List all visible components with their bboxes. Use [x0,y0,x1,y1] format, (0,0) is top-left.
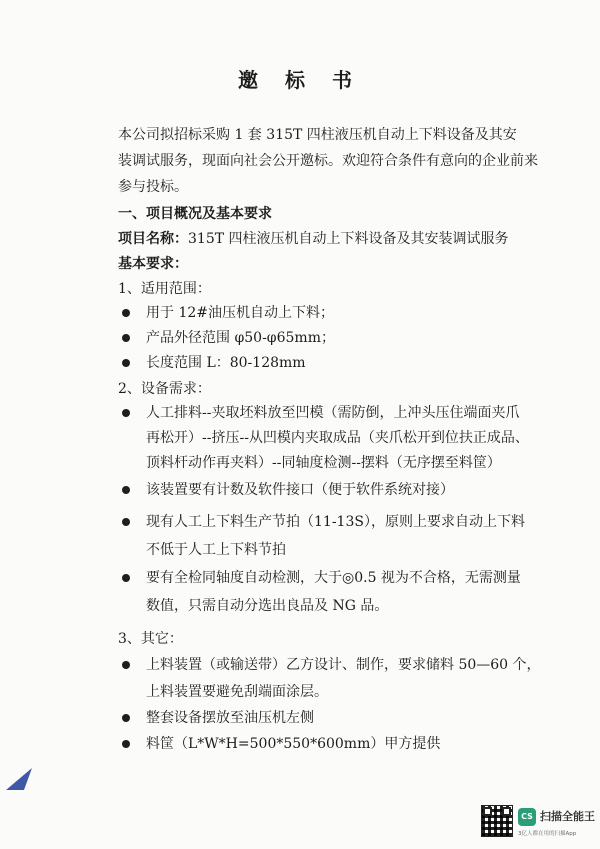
intro-line-3: 参与投标。 [118,179,188,195]
scanner-brand-name: 扫描全能王 [540,810,595,823]
equipment-item-1-line-2: 再松开）--挤压--从凹模内夹取成品（夹爪松开到位扶正成品、 [146,430,529,446]
qr-code-icon [481,805,513,837]
equipment-heading: 2、设备需求： [118,381,211,397]
project-name-line [118,230,509,248]
project-name-value: 315T 四柱液压机自动上下料设备及其安装调试服务 [188,231,509,247]
intro-line-1: 本公司拟招标采购 1 套 315T 四柱液压机自动上下料设备及其安 [118,127,517,143]
other-item-1-line-2: 上料装置要避免刮端面涂层。 [146,684,328,700]
bullet-icon [122,661,130,669]
equipment-item-1-line-3: 顶料杆动作再夹料）--同轴度检测--摆料（无序摆至料筐） [146,455,501,471]
intro-line-2: 装调试服务，现面向社会公开邀标。欢迎符合条件有意向的企业前来 [118,153,538,169]
bullet-icon [122,714,130,722]
bullet-icon [122,486,130,494]
basic-requirements-label: 基本要求： [118,256,188,272]
bullet-icon [122,309,130,317]
equipment-item-4-line-1: 要有全检同轴度自动检测，大于◎0.5 视为不合格，无需测量 [146,570,521,586]
other-heading: 3、其它： [118,631,183,647]
other-item-1-line-1: 上料装置（或输送带）乙方设计、制作，要求储料 50—60 个， [146,657,541,673]
other-item-2: 整套设备摆放至油压机左侧 [146,710,314,726]
scope-heading: 1、适用范围： [118,281,211,297]
scan-edge-mark [6,768,32,790]
document-title: 邀 标 书 [238,68,362,92]
scope-item-1: 用于 12#油压机自动上下料； [146,305,334,321]
bullet-icon [122,334,130,342]
section-heading-overview: 一、项目概况及基本要求 [118,206,272,222]
equipment-item-3-line-1: 现有人工上下料生产节拍（11-13S），原则上要求自动上下料 [146,514,525,530]
equipment-item-1-line-1: 人工排料--夹取坯料放至凹模（需防倒，上冲头压住端面夹爪 [146,405,520,421]
bullet-icon [122,359,130,367]
equipment-item-2: 该装置要有计数及软件接口（便于软件系统对接） [146,482,454,498]
camscanner-logo-icon: CS [518,808,536,826]
other-item-3: 料筐（L*W*H=500*550*600mm）甲方提供 [146,736,441,752]
bullet-icon [122,409,130,417]
scope-item-3: 长度范围 L：80-128mm [146,355,306,371]
bullet-icon [122,574,130,582]
equipment-item-4-line-2: 数值，只需自动分选出良品及 NG 品。 [146,598,389,614]
bullet-icon [122,740,130,748]
scanner-tagline: 3亿人都在用的扫描App [518,831,577,837]
bullet-icon [122,518,130,526]
equipment-item-3-line-2: 不低于人工上下料节拍 [146,542,286,558]
project-name-label: 项目名称： [118,231,188,247]
scope-item-2: 产品外径范围 φ50-φ65mm； [146,330,335,346]
